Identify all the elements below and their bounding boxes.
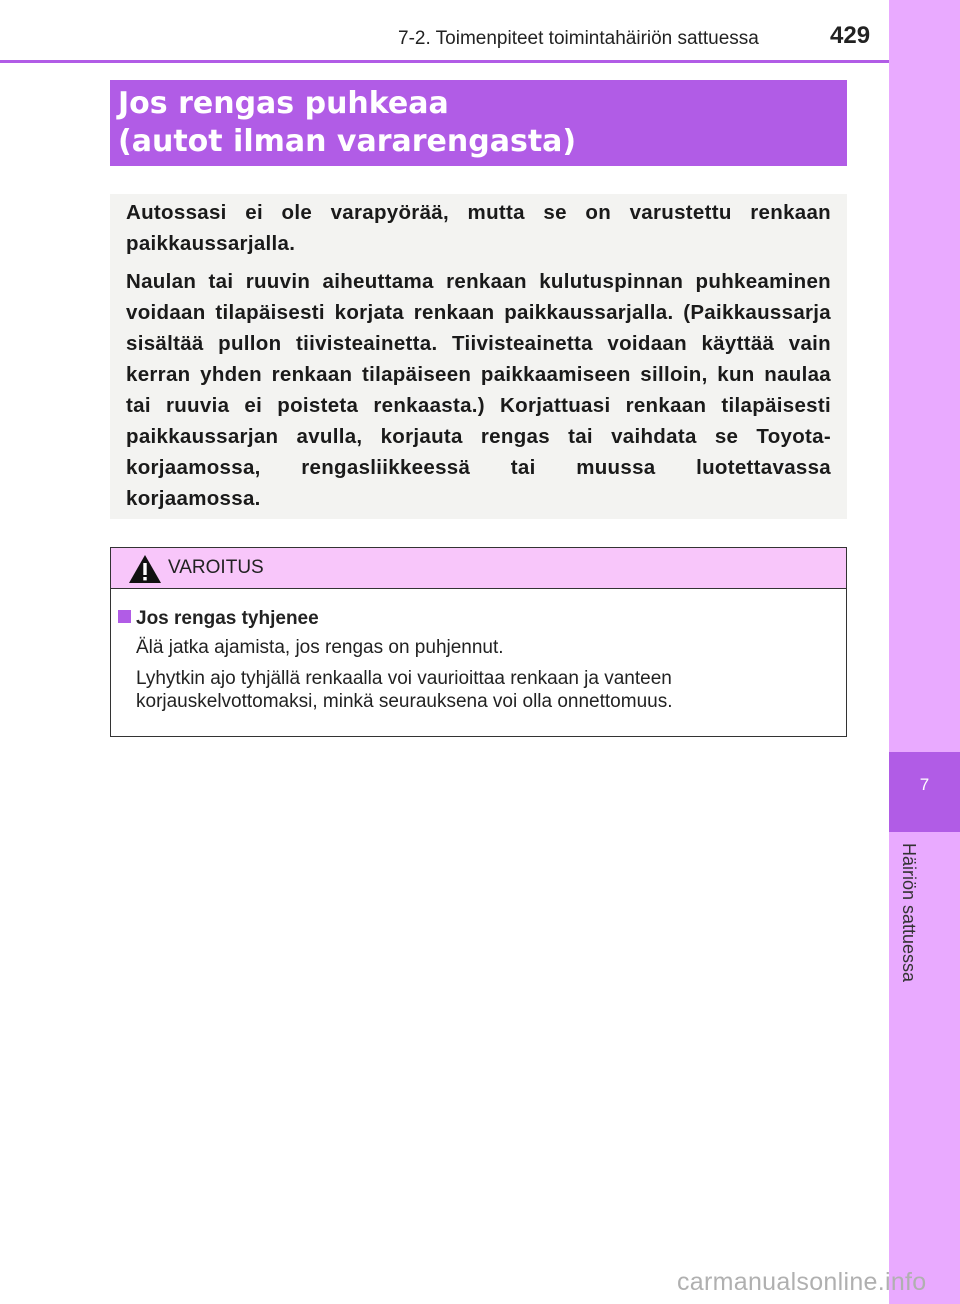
chapter-label: Häiriön sattuessa [899,843,919,983]
section-title: 7-2. Toimenpiteet toimintahäiriön sattuessa [398,28,759,49]
chapter-number-box: 7 [889,752,960,832]
warning-title: VAROITUS [168,557,264,578]
warning-box [110,547,847,737]
warning-text-2: Lyhytkin ajo tyhjällä renkaalla voi vaurioittaa renkaan ja vanteen korjauskelvottomaksi, minkä seurauksena voi olla onnettomuus. [136,668,673,712]
intro-box [110,194,847,519]
warning-body [111,589,846,713]
bullet-square-icon [118,610,131,623]
warning-text-1: Älä jatka ajamista, jos rengas on puhjennut. [136,637,504,658]
warning-item-title-text: Jos rengas tyhjenee [136,608,319,629]
warning-item-title [118,607,836,631]
intro-paragraph-1: Autossasi ei ole varapyörää, mutta se on varustettu renkaan paikkaussarjalla. [126,201,831,255]
warning-triangle-icon [128,554,162,584]
warning-header [111,548,846,589]
intro-paragraph-2: Naulan tai ruuvin aiheuttama renkaan kulutuspinnan puhkeaminen voidaan tilapäisesti korjata renkaan paikkaussarjalla. (Paikkaussarja sisältää pullon tiivisteainetta. Tiivisteainetta voidaan käyttää vain kerran yhden renkaan tilapäiseen paikkaamiseen silloin, kun naulaa tai ruuvia ei poisteta renkaasta.) Korjattuasi renkaan tilapäisesti paikkaussarjan avulla, korjauta rengas tai vaihdata se Toyota-korjaamossa, rengasliikkeessä tai muussa luotettavassa korjaamossa. [126,270,831,510]
section-heading-box [110,80,847,166]
heading-line-1: Jos rengas puhkeaa [118,86,449,121]
heading-line-2: (autot ilman vararengasta) [118,124,577,159]
page-header [0,0,889,63]
watermark: carmanualsonline.info [677,1268,927,1296]
chapter-side-tab [889,0,960,1304]
page-number: 429 [830,22,871,49]
